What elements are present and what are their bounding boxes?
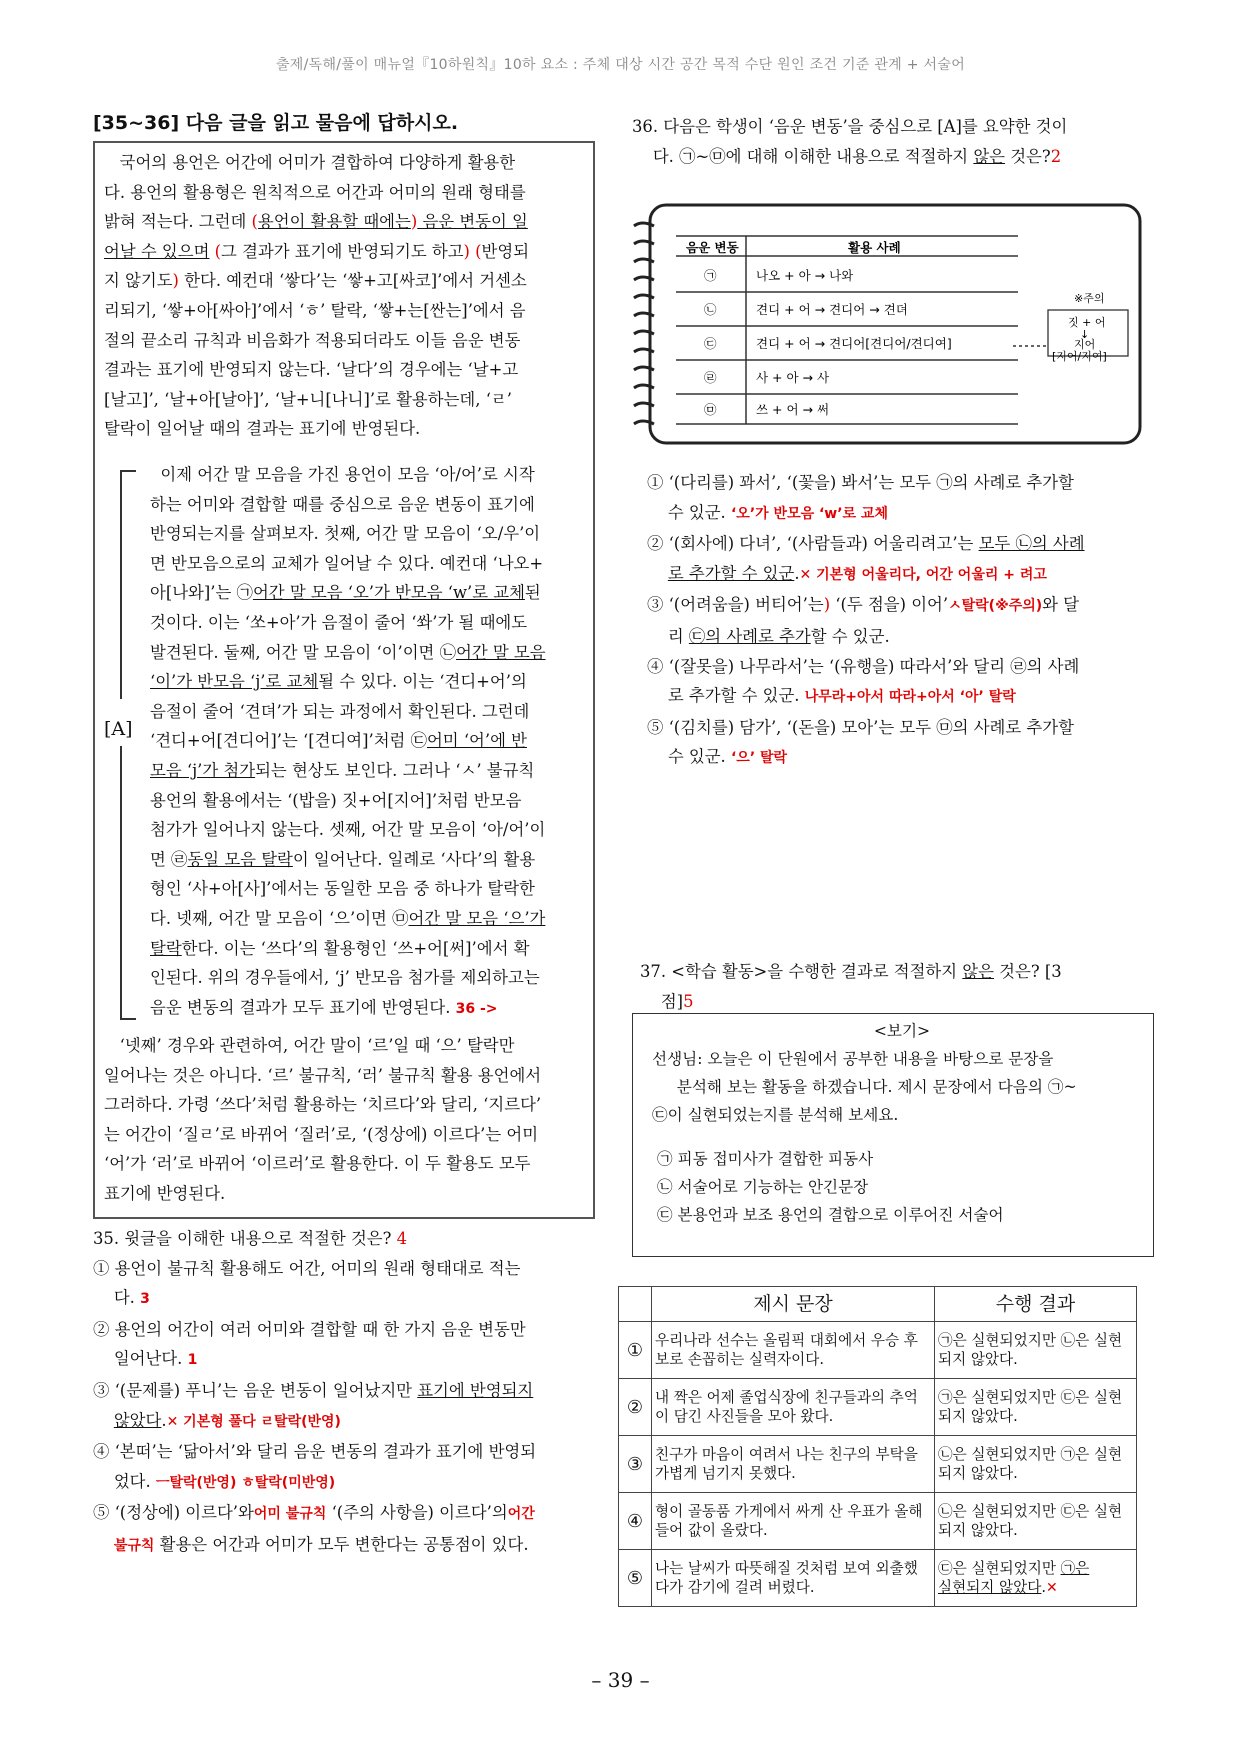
passage-line: 지 않기도) 한다. 예컨대 ‘쌓다’는 ‘쌓+고[싸코]’에서 거센소 — [104, 271, 527, 291]
bogi-item: ㉡ 서술어로 기능하는 안긴문장 — [656, 1178, 869, 1196]
passage-line: 일어나는 것은 아니다. ‘르’ 불규칙, ‘러’ 불규칙 활용 용언에서 — [104, 1065, 542, 1085]
page-number: – 39 – — [591, 1668, 650, 1692]
passage-line: ‘어’가 ‘러’로 바뀌어 ‘이르러’로 활용한다. 이 두 활용도 모두 — [104, 1154, 531, 1174]
option-5[interactable]: ⑤ ‘(정상에) 이르다’와어미 불규칙 ‘(주의 사항을) 이르다’의어간 — [93, 1503, 535, 1523]
option-4-cont: 었다. ㅡ탈락(반영) ㅎ탈락(미반영) — [113, 1471, 336, 1491]
option-2[interactable]: ② ‘(회사에) 다녀’, ‘(사람들과) 어울리려고’는 모두 ㉡의 사례 — [647, 534, 1085, 554]
passage-line: 그러하다. 가령 ‘쓰다’처럼 활용하는 ‘치르다’와 달리, ‘지르다’ — [104, 1095, 542, 1115]
bogi-item: ㉠ 피동 접미사가 결합한 피동사 — [656, 1150, 874, 1168]
passage-line: ‘넷째’ 경우와 관련하여, 어간 말이 ‘르’일 때 ‘으’ 탈락만 — [119, 1036, 515, 1055]
result-table — [618, 1286, 1137, 1607]
table-row[interactable] — [619, 1493, 1137, 1550]
question-37-stem — [640, 957, 1062, 1016]
note-title: ※주의 — [1074, 292, 1105, 305]
question-stem-line: 다. ㉠~㉤에 대해 이해한 내용으로 적절하지 않은 것은?2 — [652, 146, 1062, 166]
note-text: 지어 — [1074, 338, 1096, 351]
passage-line: ‘견디+어[견디어]’는 ‘[견디여]’처럼 ㉢어미 ‘어’에 반 — [150, 731, 527, 751]
passage-line: 국어의 용언은 어간에 어미가 결합하여 다양하게 활용한 — [119, 153, 516, 172]
row-number: ③ — [619, 1436, 652, 1493]
option-2[interactable]: ② 용언의 어간이 여러 어미와 결합할 때 한 가지 음운 변동만 — [93, 1319, 526, 1339]
table-row[interactable] — [619, 1550, 1137, 1607]
notebook-row-text: 나오 + 아 → 나와 — [756, 268, 854, 283]
passage-line: 용언의 활용에서는 ‘(밥을) 짓+어[지어]’처럼 반모음 — [150, 790, 522, 810]
row-sentence: 내 짝은 어제 졸업식장에 친구들과의 추억이 담긴 사진들을 모아 왔다. — [652, 1379, 935, 1436]
bogi-item: ㉢ 본용언과 보조 용언의 결합으로 이루어진 서술어 — [656, 1206, 1004, 1224]
passage-line: 표기에 반영된다. — [104, 1183, 226, 1203]
row-sentence: 우리나라 선수는 올림픽 대회에서 우승 후보로 손꼽히는 실력자이다. — [652, 1322, 935, 1379]
option-3[interactable]: ③ ‘(어려움을) 버티어’는) ‘(두 점을) 이어’ㅅ탈락(※주의)와 달 — [647, 595, 1080, 615]
notebook-row-mark: ㉣ — [704, 370, 717, 385]
notebook-row-mark: ㉤ — [704, 402, 717, 417]
passage-line: 음운 변동의 결과가 모두 표기에 반영된다. 36 -> — [150, 997, 498, 1017]
notebook-row-mark: ㉠ — [704, 268, 717, 283]
table-header-cell — [619, 1287, 652, 1322]
passage-line: 탈락이 일어날 때의 결과는 표기에 반영된다. — [104, 419, 421, 439]
option-5[interactable]: ⑤ ‘(김치를) 담가’, ‘(돈을) 모아’는 모두 ㉤의 사례로 추가할 — [647, 717, 1074, 737]
handwritten-note: 어미 불규칙 — [253, 1506, 327, 1523]
note-text: 짓 + 어 — [1068, 316, 1106, 329]
passage-line: 모음 ‘j’가 첨가되는 현상도 보인다. 그러나 ‘ㅅ’ 불규칙 — [150, 760, 535, 780]
passage-tail-lines — [104, 1031, 541, 1209]
bracket-bottom — [120, 746, 136, 1020]
bracket-top — [120, 470, 136, 699]
option-4[interactable]: ④ ‘본떠’는 ‘닮아서’와 달리 음운 변동의 결과가 표기에 반영되 — [93, 1442, 537, 1462]
passage-line: 아[나와]’는 ㉠어간 말 모음 ‘오’가 반모음 ‘w’로 교체된 — [150, 583, 541, 603]
arrow-down-icon: ↓ — [1080, 328, 1090, 341]
passage-line: [날고]’, ‘날+아[날아]’, ‘날+니[나니]’로 활용하는데, ‘ㄹ’ — [104, 389, 512, 409]
question-36-options — [647, 468, 1085, 774]
notebook-row-text: 쓰 + 어 → 써 — [756, 402, 830, 417]
handwritten-note: 1 — [187, 1352, 198, 1369]
question-36-stem — [632, 112, 1067, 171]
row-result: ㉠은 실현되었지만 ㉡은 실현되지 않았다. — [935, 1322, 1137, 1379]
passage-line: 절의 끝소리 규칙과 비음화가 적용되더라도 이들 음운 변동 — [104, 330, 521, 350]
passage-lines — [104, 148, 529, 444]
option-3-cont: 않았다.✕ 기본형 풀다 ㄹ탈락(반영) — [113, 1410, 341, 1430]
row-number: ① — [619, 1322, 652, 1379]
note-text: [지어/지여] — [1052, 350, 1107, 363]
handwritten-note: ㅅ탈락(※주의) — [948, 598, 1043, 615]
row-sentence: 나는 날씨가 따뜻해질 것처럼 보여 외출했다가 감기에 걸려 버렸다. — [652, 1550, 935, 1607]
option-2-cont: 일어난다. 1 — [113, 1349, 198, 1369]
passage-line: 반영되는지를 살펴보자. 첫째, 어간 말 모음이 ‘오/우’이 — [150, 524, 541, 544]
notebook-row-mark: ㉢ — [704, 336, 717, 351]
row-result: ㉢은 실현되었지만 ㉠은 실현되지 않았다.✕ — [935, 1550, 1137, 1607]
notebook-row-text: 견디 + 어 → 견디어[견디어/견디여] — [756, 336, 952, 351]
question-stem: 35. 윗글을 이해한 내용으로 적절한 것은? 4 — [93, 1229, 408, 1248]
passage-line: 는 어간이 ‘질ㄹ’로 바뀌어 ‘질러’로, ‘(정상에) 이르다’는 어미 — [104, 1124, 539, 1144]
notebook-row-mark: ㉡ — [704, 302, 717, 317]
notebook-col-header: 음운 변동 — [686, 240, 739, 255]
passage-line: 면 ㉣동일 모음 탈락이 일어난다. 일례로 ‘사다’의 활용 — [150, 849, 536, 869]
bracket-passage-lines — [150, 460, 546, 1024]
bracket-label-A: [A] — [104, 718, 133, 740]
passage-line: 음절이 줄어 ‘견뎌’가 되는 과정에서 확인된다. 그런데 — [150, 701, 530, 721]
passage-line: 탈락한다. 이는 ‘쓰다’의 활용형인 ‘쓰+어[써]’에서 확 — [150, 938, 530, 958]
row-result: ㉡은 실현되었지만 ㉢은 실현되지 않았다. — [935, 1493, 1137, 1550]
page-header: 출제/독해/풀이 매뉴얼『10하원칙』10하 요소 : 주체 대상 시간 공간 목적 수단 원인 조건 기준 관계 + 서술어 — [275, 57, 966, 73]
handwritten-note: 나무라+아서 따라+아서 ‘아’ 탈락 — [804, 689, 1016, 706]
option-1-cont: 수 있군. ‘오’가 반모음 ‘w’로 교체 — [667, 502, 889, 522]
notebook-row-text: 견디 + 어 → 견디어 → 견뎌 — [756, 302, 908, 317]
passage-line: 발견된다. 둘째, 어간 말 모음이 ‘이’이면 ㉡어간 말 모음 — [150, 642, 546, 662]
row-result: ㉡은 실현되었지만 ㉠은 실현되지 않았다. — [935, 1436, 1137, 1493]
option-1-cont: 다. 3 — [113, 1288, 150, 1308]
handwritten-note: ‘으’ 탈락 — [730, 750, 788, 767]
answer-mark: 2 — [1050, 146, 1062, 166]
section-title: [35~36] 다음 글을 읽고 물음에 답하시오. — [93, 112, 459, 134]
notebook-figure — [628, 200, 1148, 450]
bogi-content — [652, 1017, 1152, 1229]
answer-mark: 5 — [683, 991, 694, 1011]
question-stem-line: 점]5 — [660, 991, 694, 1011]
handwritten-note: 36 -> — [455, 1000, 498, 1017]
option-1[interactable]: ① ‘(다리를) 꽈서’, ‘(꽃을) 봐서’는 모두 ㉠의 사례로 추가할 — [647, 473, 1074, 492]
passage-line: 이제 어간 말 모음을 가진 용언이 모음 ‘아/어’로 시작 — [160, 465, 535, 484]
passage-line: 밝혀 적는다. 그런데 (용언이 활용할 때에는) 음운 변동이 일 — [104, 212, 528, 232]
question-stem-line: 37. <학습 활동>을 수행한 결과로 적절하지 않은 것은? [3 — [640, 962, 1062, 981]
passage-line: ‘이’가 반모음 ‘j’로 교체될 수 있다. 이는 ‘견디+어’의 — [150, 672, 527, 692]
bogi-line: ㉢이 실현되었는지를 분석해 보세요. — [652, 1106, 899, 1124]
passage-line: 리되기, ‘쌓+아[싸아]’에서 ‘ㅎ’ 탈락, ‘쌓+는[싼는]’에서 음 — [104, 300, 526, 320]
handwritten-note: 3 — [140, 1291, 150, 1308]
passage-line: 첨가가 일어나지 않는다. 셋째, 어간 말 모음이 ‘아/어’이 — [150, 820, 546, 840]
table-row[interactable] — [619, 1322, 1137, 1379]
table-header-cell: 수행 결과 — [935, 1287, 1137, 1322]
row-number: ② — [619, 1379, 652, 1436]
row-number: ⑤ — [619, 1550, 652, 1607]
question-stem-line: 36. 다음은 학생이 ‘음운 변동’을 중심으로 [A]를 요약한 것이 — [632, 117, 1068, 136]
option-5-cont: 수 있군. ‘으’ 탈락 — [667, 747, 788, 767]
passage-line: 인된다. 위의 경우들에서, ‘j’ 반모음 첨가를 제외하고는 — [150, 968, 540, 988]
option-4[interactable]: ④ ‘(잘못을) 나무라서’는 ‘(유행을) 따라서’와 달리 ㉣의 사례 — [647, 656, 1080, 676]
row-sentence: 형이 골동품 가게에서 싸게 산 우표가 올해 들어 값이 올랐다. — [652, 1493, 935, 1550]
question-35 — [93, 1224, 536, 1562]
option-3-cont: 리 ㉢의 사례로 추가할 수 있군. — [667, 626, 890, 646]
table-header-row — [619, 1287, 1137, 1322]
passage-line: 형인 ‘사+아[사]’에서는 동일한 모음 중 하나가 탈락한 — [150, 879, 535, 899]
row-result: ㉠은 실현되었지만 ㉢은 실현되지 않았다. — [935, 1379, 1137, 1436]
option-3[interactable]: ③ ‘(문제를) 푸니’는 음운 변동이 일어났지만 표기에 반영되지 — [93, 1380, 534, 1400]
handwritten-x-mark: ✕ — [1045, 1579, 1058, 1596]
handwritten-note: 불규칙 — [113, 1537, 155, 1554]
passage-line: 어날 수 있으며 (그 결과가 표기에 반영되기도 하고) (반영되 — [104, 241, 530, 261]
table-row[interactable] — [619, 1379, 1137, 1436]
row-sentence: 친구가 마음이 여려서 나는 친구의 부탁을 가볍게 넘기지 못했다. — [652, 1436, 935, 1493]
option-1[interactable]: ① 용언이 불규칙 활용해도 어간, 어미의 원래 형태대로 적는 — [93, 1258, 521, 1278]
handwritten-note: ✕ 기본형 어울리다, 어간 어울리 + 려고 — [799, 566, 1047, 583]
option-5-cont: 불규칙 활용은 어간과 어미가 모두 변한다는 공통점이 있다. — [113, 1534, 529, 1554]
answer-mark: 4 — [396, 1229, 408, 1248]
passage-line: 결과는 표기에 반영되지 않는다. ‘날다’의 경우에는 ‘날+고 — [104, 360, 519, 380]
bogi-line: 분석해 보는 활동을 하겠습니다. 제시 문장에서 다음의 ㉠~ — [676, 1078, 1077, 1096]
row-number: ④ — [619, 1493, 652, 1550]
bogi-title: <보기> — [873, 1022, 931, 1040]
passage-line: 다. 넷째, 어간 말 모음이 ‘으’이면 ㉤어간 말 모음 ‘으’가 — [150, 908, 546, 928]
option-2-cont: 로 추가할 수 있군.✕ 기본형 어울리다, 어간 어울리 + 려고 — [667, 563, 1047, 583]
passage-line: 다. 용언의 활용형은 원칙적으로 어간과 어미의 원래 형태를 — [104, 182, 526, 202]
option-4-cont: 로 추가할 수 있군. 나무라+아서 따라+아서 ‘아’ 탈락 — [667, 686, 1016, 706]
handwritten-note: 어간 — [507, 1506, 535, 1523]
bogi-line: 선생님: 오늘은 이 단원에서 공부한 내용을 바탕으로 문장을 — [652, 1050, 1054, 1068]
table-header-cell: 제시 문장 — [652, 1287, 935, 1322]
passage-line: 것이다. 이는 ‘쏘+아’가 음절이 줄어 ‘쏴’가 될 때에도 — [150, 612, 528, 632]
notebook-row-text: 사 + 아 → 사 — [756, 370, 830, 385]
notebook-col-header: 활용 사례 — [848, 240, 901, 255]
handwritten-note: ✕ 기본형 풀다 ㄹ탈락(반영) — [166, 1413, 341, 1430]
table-row[interactable] — [619, 1436, 1137, 1493]
handwritten-note: ‘오’가 반모음 ‘w’로 교체 — [730, 505, 889, 522]
passage-line: 면 반모음으로의 교체가 일어날 수 있다. 예컨대 ‘나오+ — [150, 553, 544, 573]
handwritten-note: ㅡ탈락(반영) ㅎ탈락(미반영) — [155, 1474, 336, 1491]
passage-line: 하는 어미와 결합할 때를 중심으로 음운 변동이 표기에 — [150, 494, 535, 514]
